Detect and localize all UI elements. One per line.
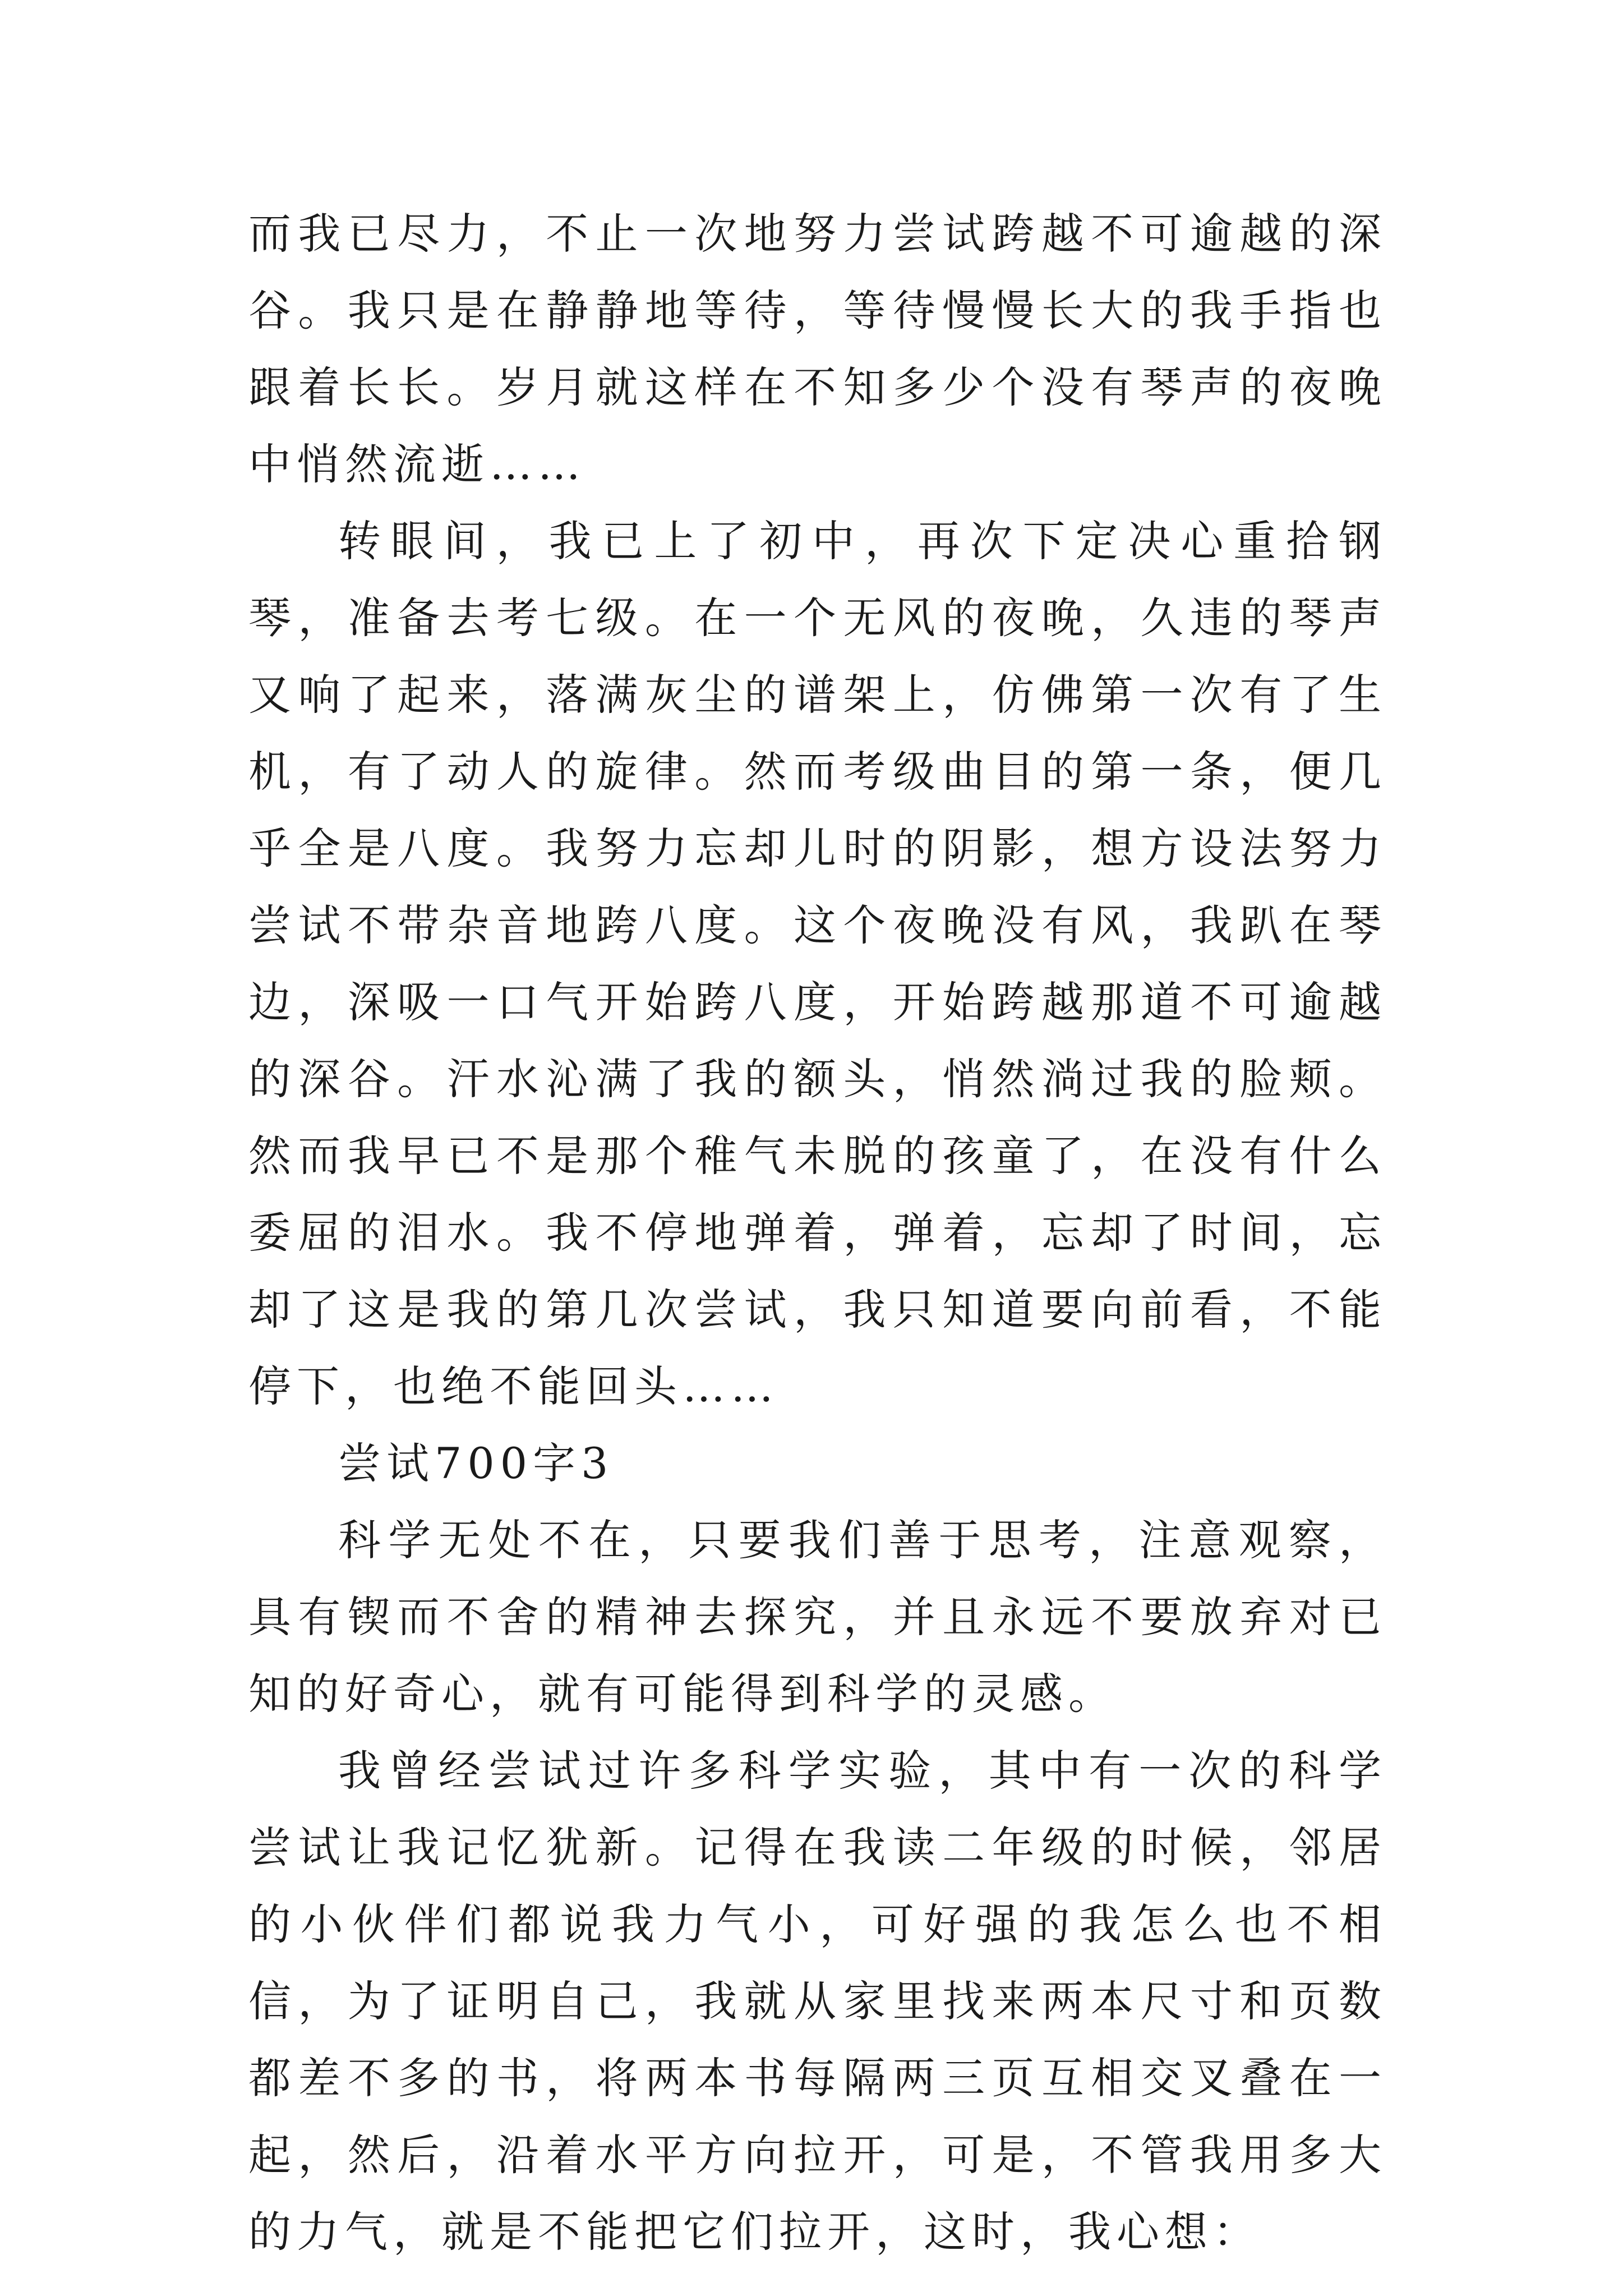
paragraph-4: 我曾经尝试过许多科学实验，其中有一次的科学尝试让我记忆犹新。记得在我读二年级的时候，邻居的小伙伴们都说我力气小，可好强的我怎么也不相信，为了证明自己，我就从家里找来两本尺寸和页数都差不多的书，将两本书每隔两三页互相交叉叠在一起，然后，沿着水平方向拉开，可是，不管我用多大的力气，就是不能把它们拉开，这时，我心想：: [248, 1746, 1387, 2257]
paragraph-1: 而我已尽力，不止一次地努力尝试跨越不可逾越的深谷。我只是在静静地等待，等待慢慢长大的我手指也跟着长长。岁月就这样在不知多少个没有琴声的夜晚中悄然流逝……: [248, 209, 1387, 489]
document-body: [248, 195, 1387, 2270]
section-heading: 尝试700字3: [338, 1438, 614, 1488]
paragraph-3: 科学无处不在，只要我们善于思考，注意观察，具有锲而不舍的精神去探究，并且永远不要放弃对已知的好奇心，就有可能得到科学的灵感。: [248, 1515, 1387, 1719]
paragraph-2: 转眼间，我已上了初中，再次下定决心重拾钢琴，准备去考七级。在一个无风的夜晚，久违的琴声又响了起来，落满灰尘的谱架上，仿佛第一次有了生机，有了动人的旋律。然而考级曲目的第一条，便几乎全是八度。我努力忘却儿时的阴影，想方设法努力尝试不带杂音地跨八度。这个夜晚没有风，我趴在琴边，深吸一口气开始跨八度，开始跨越那道不可逾越的深谷。汗水沁满了我的额头，悄然淌过我的脸颊。然而我早已不是那个稚气未脱的孩童了，在没有什么委屈的泪水。我不停地弹着，弹着，忘却了时间，忘却了这是我的第几次尝试，我只知道要向前看，不能停下，也绝不能回头……: [248, 516, 1387, 1411]
